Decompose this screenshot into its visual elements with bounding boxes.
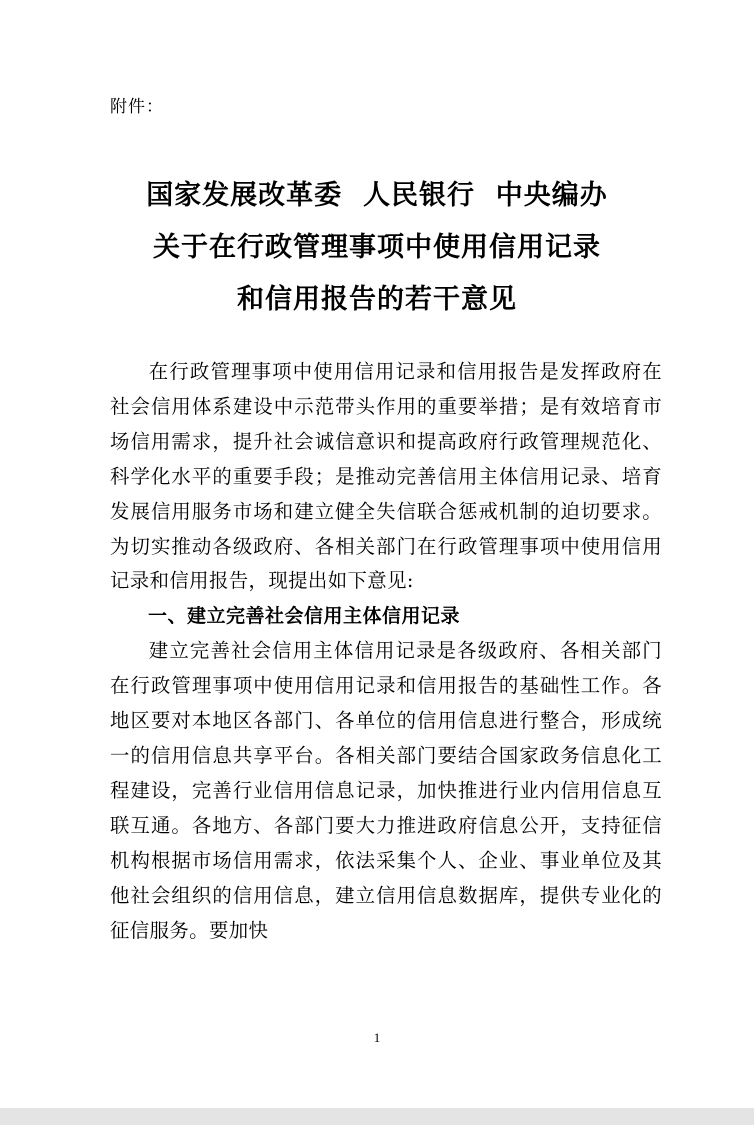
title-line-2: 关于在行政管理事项中使用信用记录	[153, 232, 601, 263]
attachment-label: 附件：	[110, 97, 164, 117]
intro-paragraph: 在行政管理事项中使用信用记录和信用报告是发挥政府在社会信用体系建设中示范带头作用的重要举措；是有效培育市场信用需求，提升社会诚信意识和提高政府行政管理规范化、科学化水平的重要手段；是推动完善信用主体信用记录、培育发展信用服务市场和建立健全失信联合惩戒机制的迫切要求。为切实推动各级政府、各相关部门在行政管理事项中使用信用记录和信用报告，现提出如下意见:	[110, 360, 662, 593]
section-1-heading: 一、建立完善社会信用主体信用记录	[148, 605, 461, 628]
title-line-3: 和信用报告的若干意见	[237, 284, 517, 315]
document-title	[0, 170, 754, 326]
title-line-1: 国家发展改革委 人民银行 中央编办	[146, 180, 608, 211]
page-number: 1	[373, 1030, 381, 1045]
section-1-paragraph: 建立完善社会信用主体信用记录是各级政府、各相关部门在行政管理事项中使用信用记录和信用报告的基础性工作。各地区要对本地区各部门、各单位的信用信息进行整合，形成统一的信用信息共享平台。各相关部门要结合国家政务信息化工程建设，完善行业信用信息记录，加快推进行业内信用信息互联互通。各地方、各部门要大力推进政府信息公开，支持征信机构根据市场信用需求，依法采集个人、企业、事业单位及其他社会组织的信用信息，建立信用信息数据库，提供专业化的征信服务。要加快	[110, 639, 662, 942]
document-body	[110, 355, 662, 948]
viewer-bottom-bar	[0, 1108, 754, 1125]
